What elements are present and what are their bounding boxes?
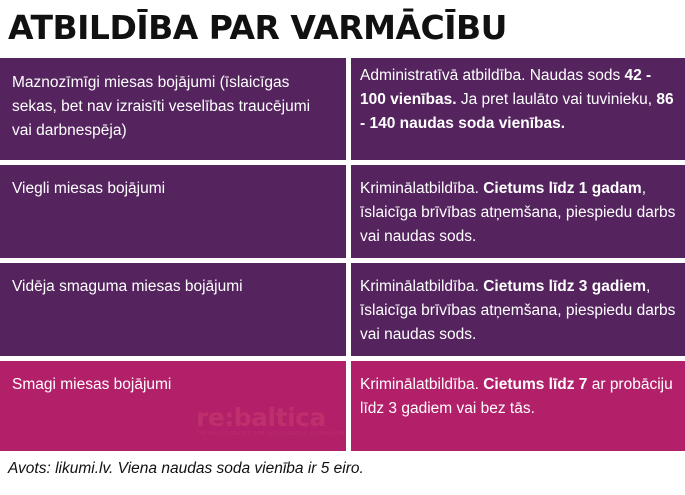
source-footnote: Avots: likumi.lv. Viena naudas soda vienība ir 5 eiro. bbox=[8, 460, 364, 477]
responsibility-text: ar probāciju līdz 3 gadiem vai bez tās. bbox=[360, 376, 673, 417]
responsibility-emphasis: 86 - 140 naudas soda vienības. bbox=[360, 91, 674, 132]
severity-label: Maznozīmīgi miesas bojājumi (īslaicīgas sekas, bet nav izraisīti veselības traucējumi vai darbnespēja) bbox=[12, 74, 311, 139]
responsibility-cell-severe bbox=[351, 361, 685, 451]
responsibility-cell-medium bbox=[351, 263, 685, 356]
responsibility-text: , īslaicīga brīvības atņemšana, piespiedu darbs vai naudas sods. bbox=[360, 180, 676, 245]
severity-cell-medium bbox=[0, 263, 346, 356]
severity-label: Smagi miesas bojājumi bbox=[12, 376, 172, 393]
responsibility-text: Kriminālatbildība. bbox=[360, 376, 484, 393]
severity-cell-minor bbox=[0, 58, 346, 160]
severity-label: Vidēja smaguma miesas bojājumi bbox=[12, 278, 243, 295]
page-title: ATBILDĪBA PAR VARMĀCĪBU bbox=[8, 8, 507, 47]
rebaltica-watermark-logo bbox=[196, 403, 345, 445]
responsibility-emphasis: Cietums līdz 3 gadiem bbox=[483, 278, 646, 295]
responsibility-text: Ja pret laulāto vai tuvinieku, bbox=[456, 91, 657, 108]
responsibility-text: , īslaicīga brīvības atņemšana, piespiedu darbs vai naudas sods. bbox=[360, 278, 676, 343]
responsibility-text: Kriminālatbildība. bbox=[360, 180, 484, 197]
responsibility-emphasis: Cietums līdz 7 bbox=[483, 376, 588, 393]
severity-cell-light bbox=[0, 165, 346, 258]
watermark-logo-text: re:baltica bbox=[196, 403, 326, 432]
responsibility-cell-light bbox=[351, 165, 685, 258]
watermark-tagline: THE BALTIC CENTER FOR INVESTIGATIVE JOURNALISM bbox=[196, 431, 345, 437]
responsibility-cell-minor bbox=[351, 58, 685, 160]
responsibility-text: Administratīvā atbildība. Naudas sods bbox=[360, 67, 625, 84]
responsibility-text: Kriminālatbildība. bbox=[360, 278, 484, 295]
severity-label: Viegli miesas bojājumi bbox=[12, 180, 166, 197]
responsibility-emphasis: 42 - 100 vienības. bbox=[360, 67, 652, 108]
responsibility-emphasis: Cietums līdz 1 gadam bbox=[483, 180, 642, 197]
